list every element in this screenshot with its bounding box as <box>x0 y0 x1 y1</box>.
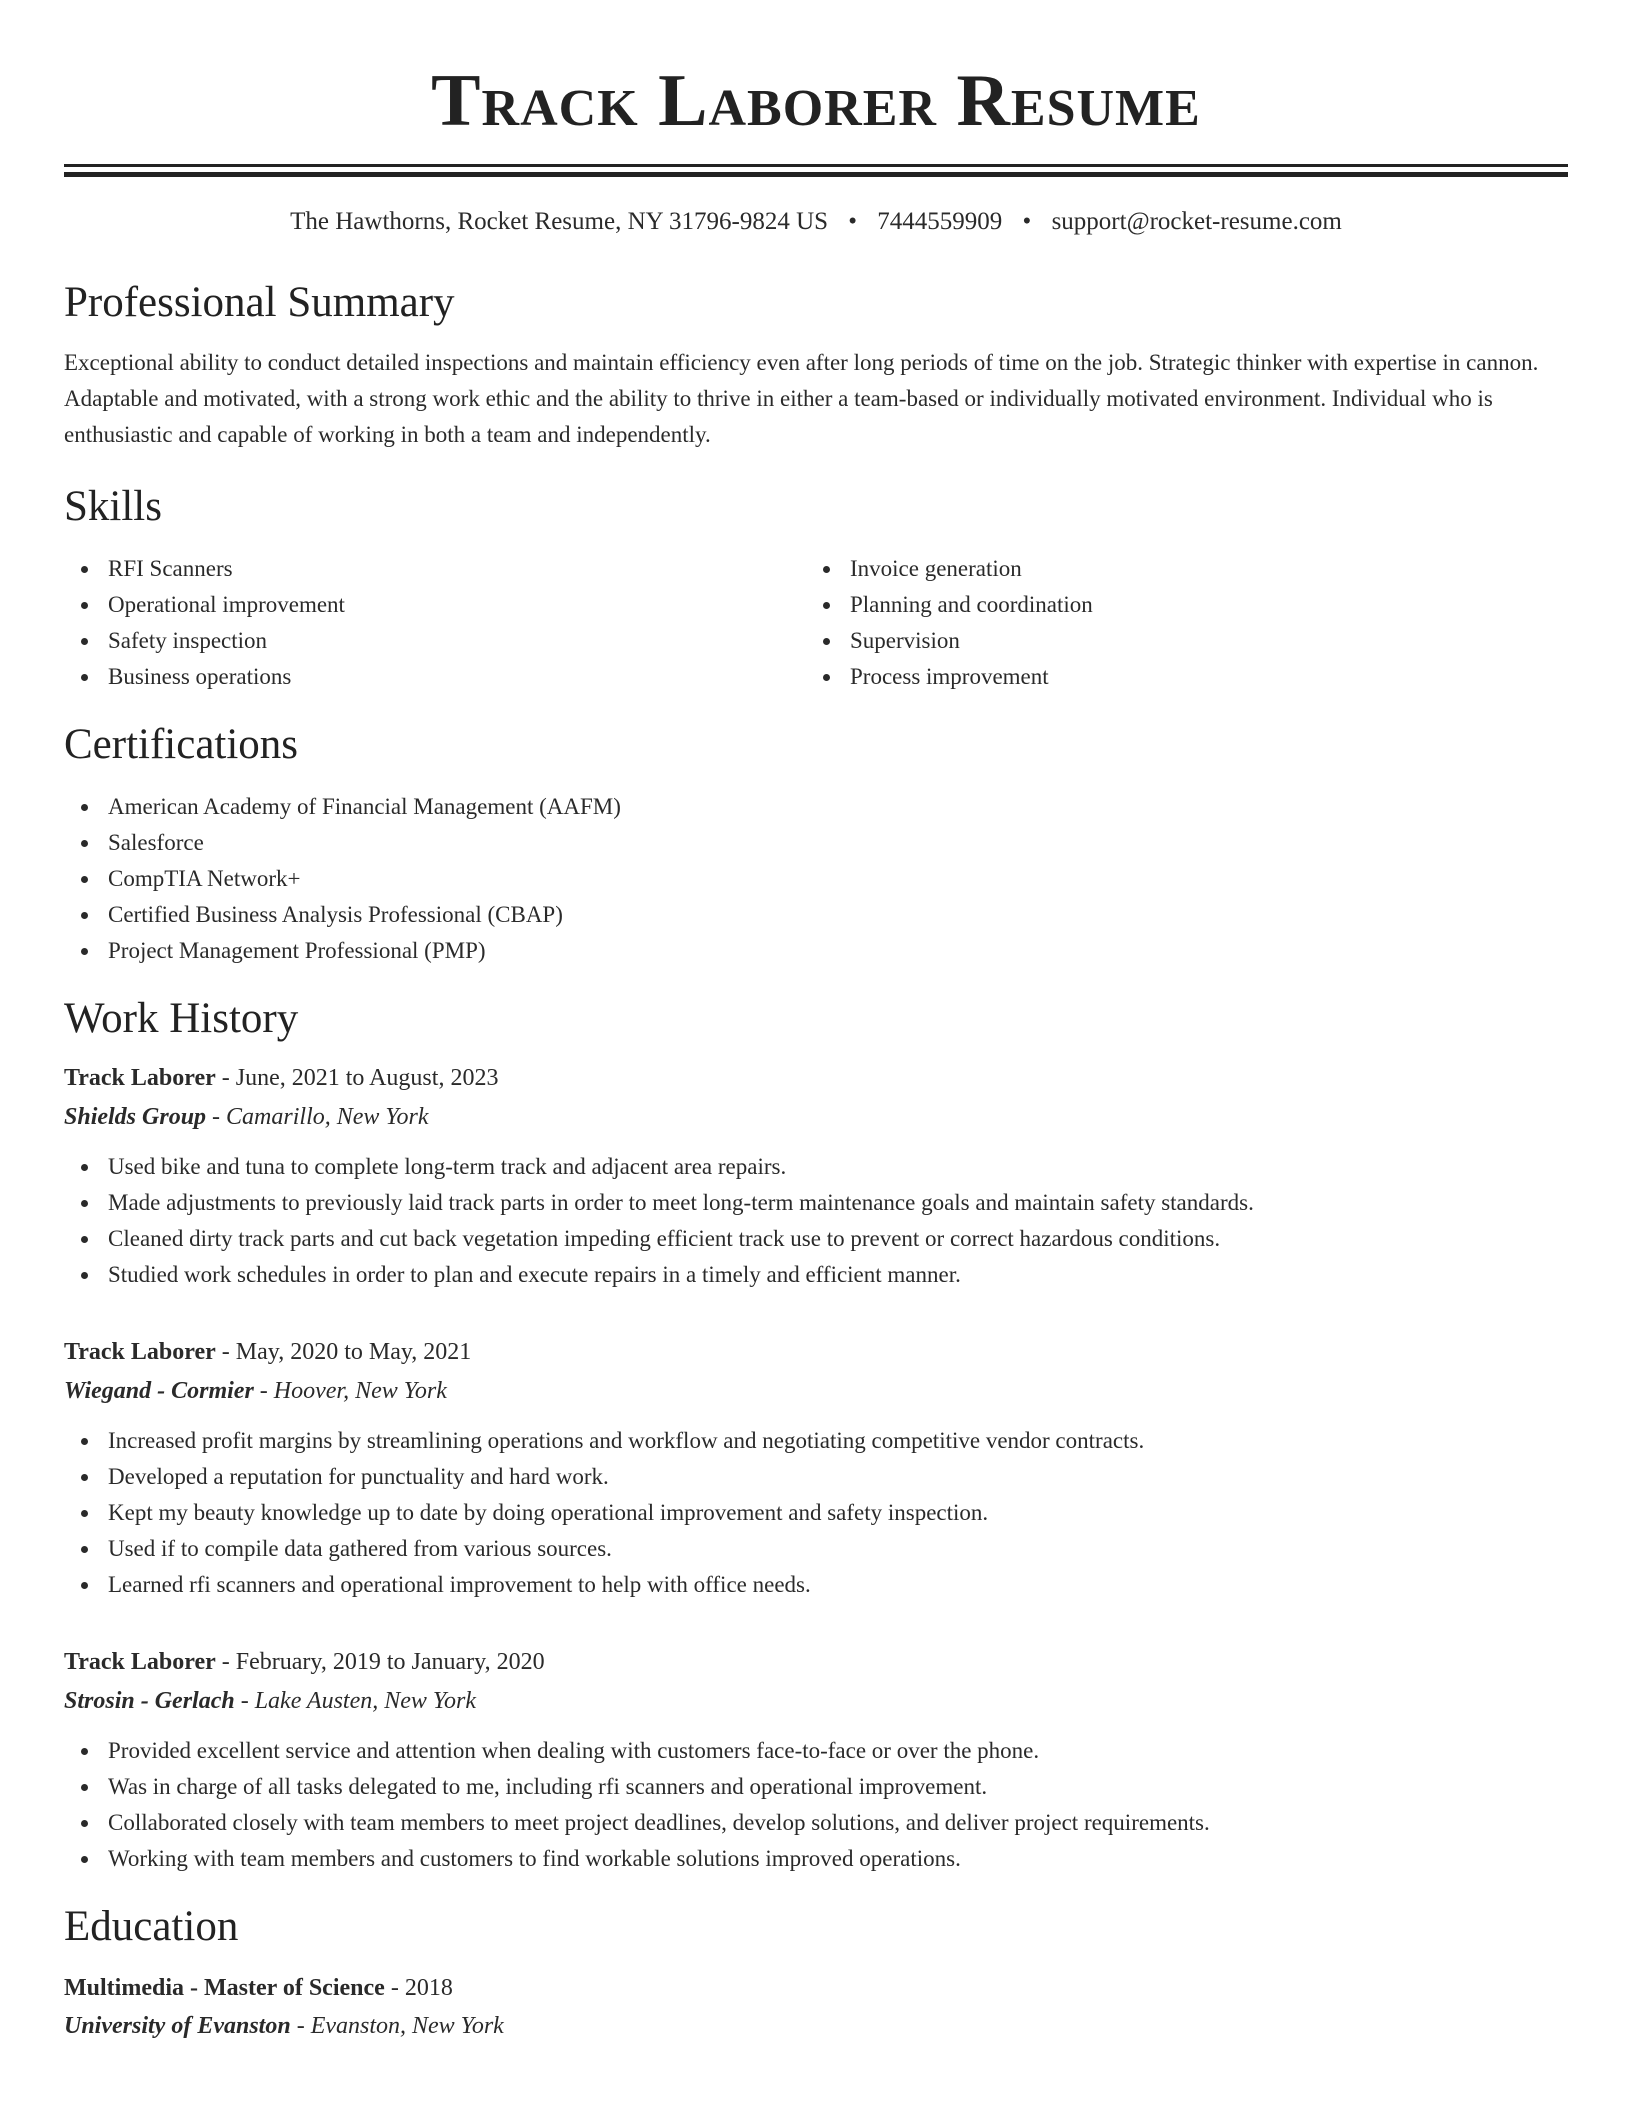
job-duty: Cleaned dirty track parts and cut back vegetation impeding efficient track use to prevent or correct hazardous conditions. <box>64 1221 1568 1257</box>
skill-item: Process improvement <box>806 659 1548 695</box>
job-dates: June, 2021 to August, 2023 <box>235 1065 499 1091</box>
skills-list-left <box>64 551 806 695</box>
job-duties <box>64 1423 1568 1603</box>
job-title: Track Laborer <box>64 1339 216 1365</box>
job-duty: Used if to compile data gathered from various sources. <box>64 1531 1568 1567</box>
job-duty: Provided excellent service and attention when dealing with customers face-to-face or over the phone. <box>64 1733 1568 1769</box>
certifications-heading: Certifications <box>64 721 299 768</box>
dash: - <box>290 2013 311 2039</box>
skill-item: Supervision <box>806 623 1548 659</box>
job-duty: Working with team members and customers to find workable solutions improved operations. <box>64 1841 1568 1877</box>
job-duty: Was in charge of all tasks delegated to me, including rfi scanners and operational improvement. <box>64 1769 1568 1805</box>
skills-columns <box>64 551 1568 695</box>
dash: - <box>234 1688 255 1714</box>
job-duty: Increased profit margins by streamlining operations and workflow and negotiating competitive vendor contracts. <box>64 1423 1568 1459</box>
contact-line <box>64 207 1568 237</box>
resume-page <box>64 0 1568 2045</box>
job-duty: Made adjustments to previously laid track parts in order to meet long-term maintenance goals and maintain safety standards. <box>64 1185 1568 1221</box>
job-duty: Studied work schedules in order to plan and execute repairs in a timely and efficient manner. <box>64 1257 1568 1293</box>
education-location: Evanston, New York <box>310 2013 504 2039</box>
job-company-line <box>64 1682 1568 1721</box>
education-heading: Education <box>64 1903 239 1950</box>
contact-address: The Hawthorns, Rocket Resume, NY 31796-9824 US <box>290 208 829 235</box>
skill-item: Planning and coordination <box>806 587 1548 623</box>
job-company-line <box>64 1372 1568 1411</box>
education-degree: Multimedia - Master of Science <box>64 1975 385 2001</box>
job-dates: May, 2020 to May, 2021 <box>235 1339 472 1365</box>
education-school: University of Evanston <box>64 2013 291 2039</box>
education-school-line <box>64 2007 1568 2045</box>
job-duties <box>64 1149 1568 1293</box>
job-duty: Kept my beauty knowledge up to date by doing operational improvement and safety inspection. <box>64 1495 1568 1531</box>
dash: - <box>384 1975 405 2001</box>
job-location: Camarillo, New York <box>226 1104 429 1130</box>
job-location: Hoover, New York <box>273 1378 447 1404</box>
skill-item: Business operations <box>64 659 806 695</box>
dash: - <box>215 1065 236 1091</box>
job-title-line <box>64 1059 1568 1098</box>
job-duty: Collaborated closely with team members to meet project deadlines, develop solutions, and deliver project requirements. <box>64 1805 1568 1841</box>
job-entry <box>64 1333 1568 1603</box>
work-history-heading: Work History <box>64 995 299 1042</box>
job-duty: Learned rfi scanners and operational improvement to help with office needs. <box>64 1567 1568 1603</box>
job-company: Strosin - Gerlach <box>64 1688 235 1714</box>
dash: - <box>215 1649 236 1675</box>
certifications-list <box>64 789 1568 969</box>
education-degree-line <box>64 1969 1568 2007</box>
job-duty: Developed a reputation for punctuality and hard work. <box>64 1459 1568 1495</box>
title-divider <box>64 164 1568 177</box>
skill-item: RFI Scanners <box>64 551 806 587</box>
job-title-line <box>64 1333 1568 1372</box>
job-duties <box>64 1733 1568 1877</box>
summary-heading: Professional Summary <box>64 279 455 326</box>
dash: - <box>206 1104 227 1130</box>
certification-item: American Academy of Financial Management (AAFM) <box>64 789 1568 825</box>
dash: - <box>215 1339 236 1365</box>
contact-separator: • <box>848 208 858 235</box>
skills-heading: Skills <box>64 483 162 530</box>
certification-item: Salesforce <box>64 825 1568 861</box>
skill-item: Invoice generation <box>806 551 1548 587</box>
job-company-line <box>64 1098 1568 1137</box>
job-title: Track Laborer <box>64 1649 216 1675</box>
job-duty: Used bike and tuna to complete long-term track and adjacent area repairs. <box>64 1149 1568 1185</box>
job-entry <box>64 1059 1568 1293</box>
job-title-line <box>64 1643 1568 1682</box>
summary-text: Exceptional ability to conduct detailed inspections and maintain efficiency even after long periods of time on the job. Strategic thinker with expertise in cannon. Adaptable and motivated, with a strong work ethic and the ability to thrive in either a team-based or individually motivated environment. Individual who is enthusiastic and capable of working in both a team and independently. <box>64 350 1539 447</box>
education-year: 2018 <box>404 1975 453 2001</box>
job-dates: February, 2019 to January, 2020 <box>235 1649 545 1675</box>
dash: - <box>253 1378 274 1404</box>
contact-phone: 7444559909 <box>877 208 1003 235</box>
certification-item: Project Management Professional (PMP) <box>64 933 1568 969</box>
job-entry <box>64 1643 1568 1877</box>
certification-item: CompTIA Network+ <box>64 861 1568 897</box>
job-company: Wiegand - Cormier <box>64 1378 254 1404</box>
resume-title: Track Laborer Resume <box>431 60 1201 142</box>
skill-item: Operational improvement <box>64 587 806 623</box>
job-location: Lake Austen, New York <box>254 1688 477 1714</box>
certification-item: Certified Business Analysis Professional (CBAP) <box>64 897 1568 933</box>
job-title: Track Laborer <box>64 1065 216 1091</box>
skill-item: Safety inspection <box>64 623 806 659</box>
contact-separator: • <box>1022 208 1032 235</box>
contact-email: support@rocket-resume.com <box>1051 208 1342 235</box>
skills-list-right <box>806 551 1548 695</box>
job-company: Shields Group <box>64 1104 207 1130</box>
